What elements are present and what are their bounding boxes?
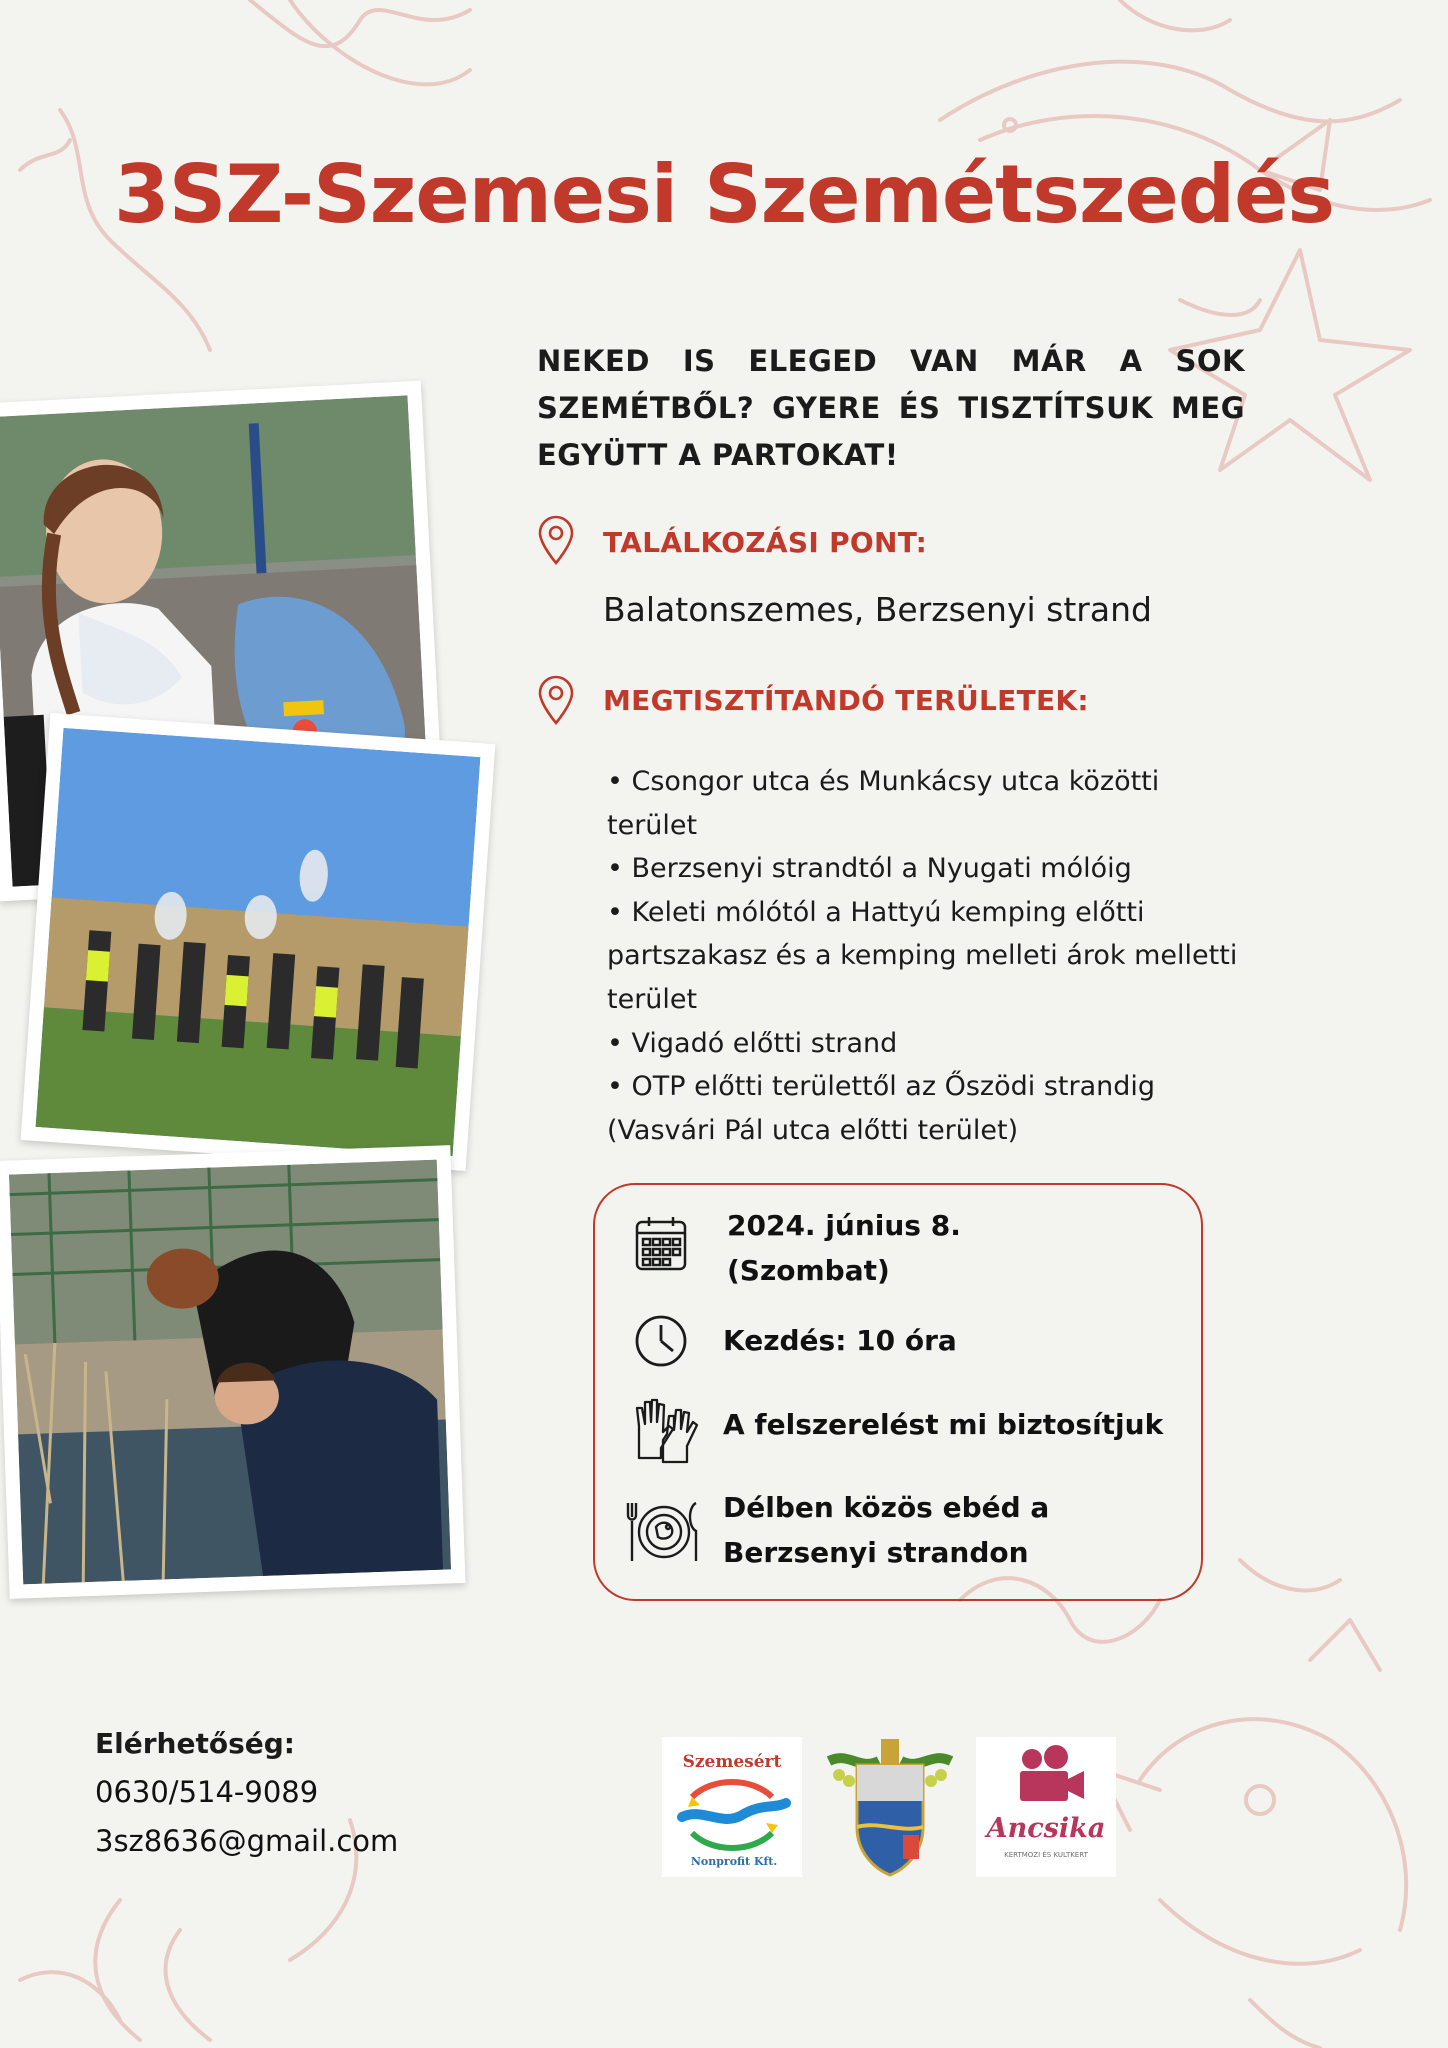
event-lunch: [723, 1485, 1049, 1575]
list-item: • Vigadó előtti strand: [607, 1027, 898, 1059]
event-date-line: 2024. június 8.: [727, 1209, 961, 1242]
page-title: 3SZ-Szemesi Szemétszedés: [114, 148, 1334, 241]
location-pin-icon: [535, 514, 577, 566]
meeting-point-heading: TALÁLKOZÁSI PONT:: [603, 526, 928, 559]
event-start: Kezdés: 10 óra: [723, 1324, 957, 1357]
contact-phone: 0630/514-9089: [95, 1775, 319, 1809]
areas-heading: MEGTISZTÍTANDÓ TERÜLETEK:: [603, 684, 1089, 717]
contact-email: 3sz8636@gmail.com: [95, 1824, 399, 1858]
location-pin-icon: [535, 674, 577, 726]
photo-group-with-bags: [21, 713, 496, 1171]
logo-subtitle: KERTMOZI ÉS KULTKERT: [1004, 1851, 1088, 1859]
balatonszemes-coat-of-arms: [819, 1731, 961, 1877]
list-item: • Csongor utca és Munkácsy utca közötti terület: [607, 766, 1160, 841]
szemesert-logo: [662, 1737, 802, 1877]
list-item: • Berzsenyi strandtól a Nyugati mólóig: [607, 853, 1132, 885]
ancsika-logo-graphic: [976, 1737, 1116, 1877]
coat-of-arms-graphic: [819, 1731, 961, 1877]
clock-icon: [633, 1313, 689, 1369]
logo-name: Ancsika: [986, 1813, 1106, 1844]
photo-cleaning-reeds: [0, 1145, 466, 1599]
photo-reeds-image: [9, 1160, 451, 1585]
logo-text-bottom: Nonprofit Kft.: [690, 1855, 778, 1868]
intro-text: NEKED IS ELEGED VAN MÁR A SOK SZEMÉTBŐL? GYERE ÉS TISZTÍTSUK MEG EGYÜTT A PARTOKAT!: [537, 344, 1245, 472]
list-item: • Keleti mólótól a Hattyú kemping előtti partszakasz és a kemping melleti árok melletti terület: [607, 896, 1238, 1015]
areas-list: [607, 760, 1247, 1152]
photo-group-image: [36, 728, 481, 1156]
logo-text-top: Szemesért: [682, 1752, 782, 1772]
szemesert-logo-graphic: [662, 1737, 802, 1877]
contact-heading: Elérhetőség:: [95, 1727, 295, 1760]
event-date: [727, 1203, 961, 1293]
calendar-icon: [634, 1214, 688, 1272]
event-lunch-line: Délben közös ebéd a: [723, 1491, 1050, 1524]
list-item: • OTP előtti területtől az Őszödi strandig (Vasvári Pál utca előtti terület): [607, 1071, 1156, 1146]
event-day-line: (Szombat): [727, 1254, 890, 1287]
event-equipment: A felszerelést mi biztosítjuk: [723, 1408, 1164, 1441]
meeting-place: Balatonszemes, Berzsenyi strand: [603, 590, 1152, 629]
event-lunch-place: Berzsenyi strandon: [723, 1536, 1029, 1569]
plate-cutlery-icon: [624, 1499, 704, 1565]
gloves-icon: [631, 1396, 701, 1466]
ancsika-logo: [976, 1737, 1116, 1877]
